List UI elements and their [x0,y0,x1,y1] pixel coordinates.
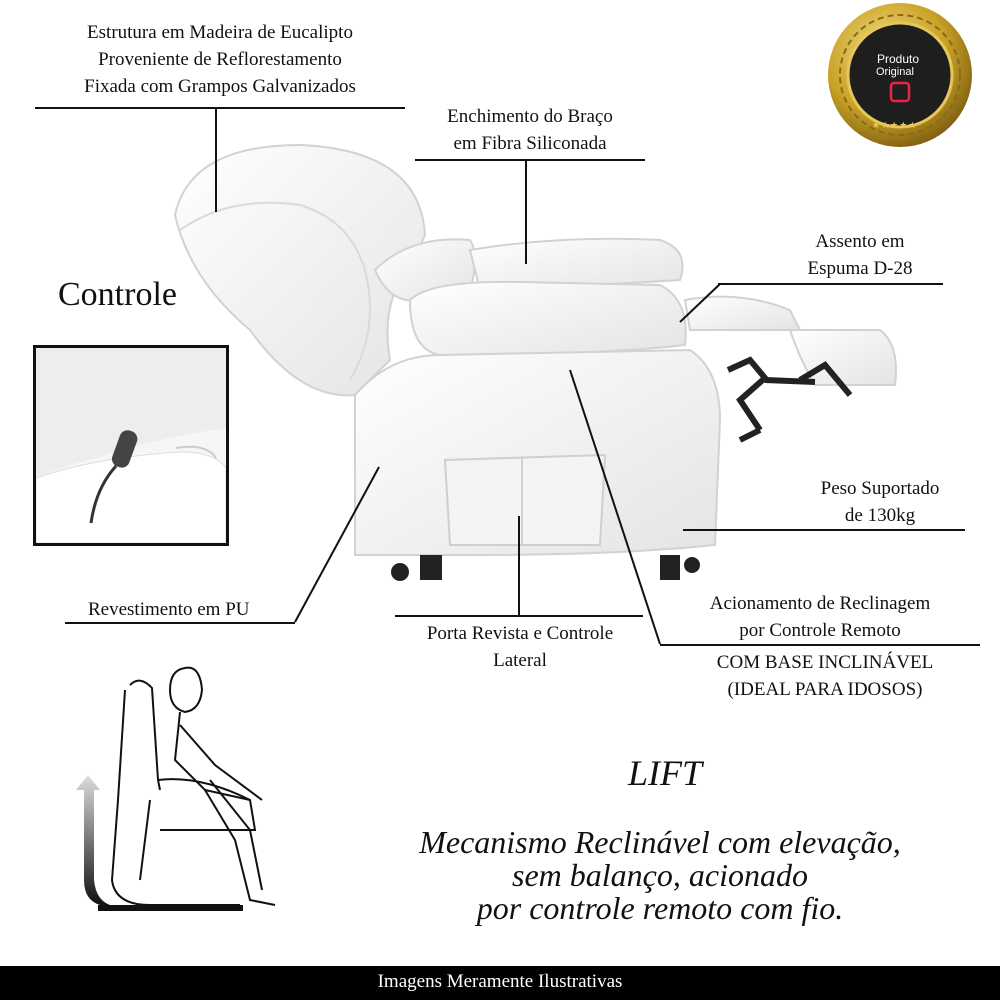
controle-title: Controle [58,276,177,313]
label-acionamento-line: por Controle Remoto [739,620,901,641]
seal-text-original: Original [876,66,914,78]
label-revestimento: Revestimento em PU [88,599,250,620]
leader-line [683,529,965,531]
label-estrutura [40,19,400,100]
label-enchimento-line: em Fibra Siliconada [453,133,607,154]
leader-line [718,283,943,285]
lift-base-bar [98,905,243,911]
remote-control-photo [36,348,226,543]
label-peso-line: Peso Suportado [820,478,940,499]
seal-text-produto: Produto [877,52,920,66]
label-assento-line: Espuma D-28 [807,258,913,279]
leader-line-diagonal [675,282,725,327]
label-estrutura-line: Estrutura em Madeira de Eucalipto [87,22,353,43]
mechanism-tagline [380,826,940,925]
lift-title: LIFT [628,753,703,793]
label-porta-line: Lateral [493,650,547,671]
label-acionamento-line: Acionamento de Reclinagem [709,593,931,614]
label-assento-line: Assento em [815,231,905,252]
leader-line [525,159,527,264]
label-porta [390,620,650,674]
label-enchimento [410,103,650,157]
label-base-inclinavel [675,649,975,703]
tagline-line: Mecanismo Reclinável com elevação, [419,824,901,860]
label-peso [795,475,965,529]
label-peso-line: de 130kg [844,505,916,526]
recliner-chair [175,145,896,555]
leader-line [65,622,295,624]
label-estrutura-line: Proveniente de Reflorestamento [98,49,342,70]
label-estrutura-line: Fixada com Grampos Galvanizados [84,76,356,97]
seal-stars: ★★★★★ [872,120,918,130]
leader-line [518,516,520,616]
label-acionamento-line: COM BASE INCLINÁVEL [716,652,934,673]
leader-line-diagonal [293,465,383,625]
reclining-mechanism [728,360,850,440]
tagline-line: por controle remoto com fio. [476,890,844,926]
leader-line-diagonal [568,368,664,648]
leader-line [415,159,645,161]
label-acionamento-line: (IDEAL PARA IDOSOS) [727,679,923,700]
leader-line [660,644,980,646]
remote-control-inset [33,345,229,546]
label-acionamento [670,590,970,644]
leader-line [395,615,643,617]
leader-line [35,107,405,109]
lift-arrow-icon [76,775,110,905]
label-assento [785,228,935,282]
footer-disclaimer: Imagens Meramente Ilustrativas [0,966,1000,1000]
lift-diagram [112,668,275,905]
tagline-line: sem balanço, acionado [512,857,808,893]
label-enchimento-line: Enchimento do Braço [447,106,613,127]
label-porta-line: Porta Revista e Controle [426,623,614,644]
leader-line [215,107,217,212]
